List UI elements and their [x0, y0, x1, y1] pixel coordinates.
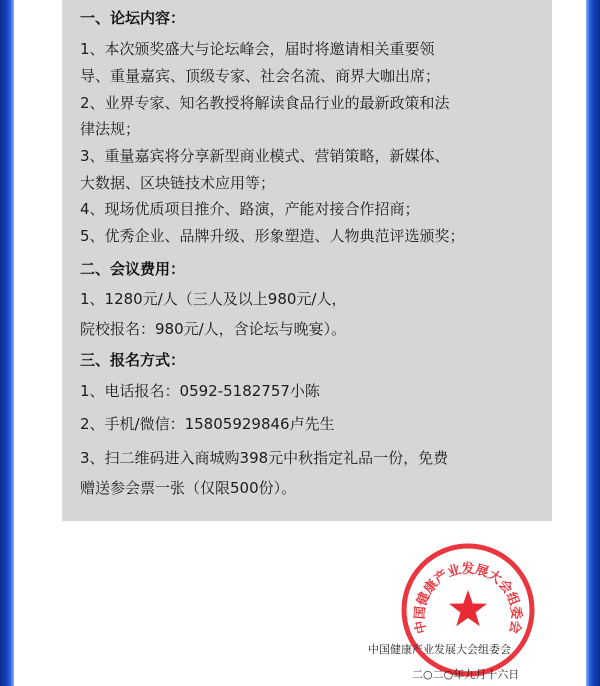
official-seal-stamp [396, 538, 540, 682]
registration-qr-offer-cont: 赠送参会票一张（仅限500份）。 [80, 479, 297, 497]
forum-line: 3、重量嘉宾将分享新型商业模式、营销策略，新媒体、 [80, 147, 450, 165]
section-heading-registration: 三、报名方式： [80, 351, 186, 369]
forum-line: 律法规； [80, 120, 141, 138]
forum-line: 2、业界专家、知名教授将解读食品行业的最新政策和法 [80, 94, 450, 112]
forum-line: 5、优秀企业、品牌升级、形象塑造、人物典范评选颁奖； [80, 227, 465, 245]
forum-line: 导、重量嘉宾、顶级专家、社会名流、商界大咖出席； [80, 67, 441, 85]
registration-qr-offer: 3、扫二维码进入商城购398元中秋指定礼品一份，免费 [80, 449, 449, 467]
forum-line: 大数据、区块链技术应用等； [80, 174, 276, 192]
forum-line: 4、现场优质项目推介、路演，产能对接合作招商； [80, 200, 420, 218]
registration-phone: 1、电话报名：0592-5182757小陈 [80, 382, 320, 400]
forum-line: 1、本次颁奖盛大与论坛峰会，届时将邀请相关重要领 [80, 40, 435, 58]
fee-line: 院校报名：980元/人，含论坛与晚宴）。 [80, 320, 347, 338]
registration-mobile-wechat: 2、手机/微信：15805929846卢先生 [80, 415, 335, 433]
seal-star-icon [449, 590, 487, 626]
section-heading-fees: 二、会议费用： [80, 260, 186, 278]
section-heading-forum: 一、论坛内容： [80, 9, 186, 27]
seal-text: 中国健康产业发展大会组委会 [412, 561, 524, 635]
right-decorative-border [586, 0, 600, 686]
issue-date: 二○二○年九月十六日 [412, 668, 520, 681]
left-decorative-border [0, 0, 14, 686]
fee-line: 1、1280元/人（三人及以上980元/人， [80, 290, 347, 308]
organizer-name: 中国健康产业发展大会组委会 [368, 643, 511, 656]
